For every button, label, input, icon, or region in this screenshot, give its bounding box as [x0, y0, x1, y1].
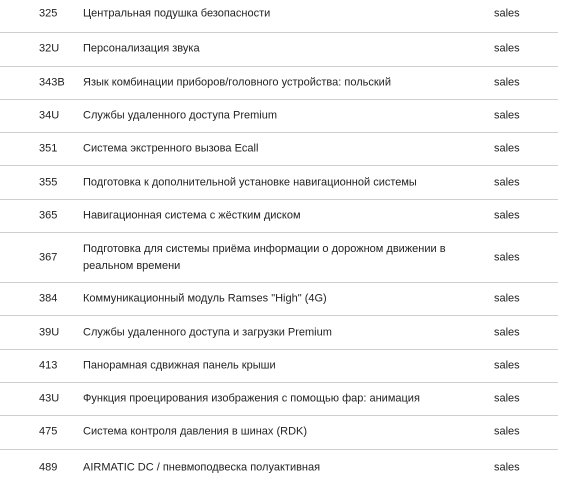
option-status: sales	[494, 42, 520, 55]
table-row	[0, 0, 558, 33]
option-description: Коммуникационный модуль Ramses "High" (4G)	[83, 292, 327, 305]
option-status: sales	[494, 76, 520, 89]
option-description: Язык комбинации приборов/головного устройства: польский	[83, 76, 391, 89]
option-status: sales	[494, 251, 520, 264]
table-row	[0, 316, 558, 349]
option-status: sales	[494, 109, 520, 122]
option-status: sales	[494, 425, 520, 438]
table-row	[0, 450, 558, 480]
option-description: Подготовка к дополнительной установке навигационной системы	[83, 176, 417, 189]
option-code: 32U	[39, 42, 60, 55]
option-status: sales	[494, 7, 520, 20]
table-row	[0, 283, 558, 316]
option-status: sales	[494, 209, 520, 222]
option-code: 365	[39, 209, 58, 222]
option-code: 355	[39, 176, 58, 189]
option-description: Персонализация звука	[83, 42, 200, 55]
table-row	[0, 383, 558, 416]
option-code: 39U	[39, 326, 60, 339]
table-row	[0, 33, 558, 66]
table-row	[0, 67, 558, 100]
option-description: Подготовка для системы приёма информации о дорожном движении в реальном времени	[83, 242, 446, 272]
option-description: Панорамная сдвижная панель крыши	[83, 359, 276, 372]
option-code: 43U	[39, 392, 60, 405]
option-code: 34U	[39, 109, 60, 122]
option-description: Система контроля давления в шинах (RDK)	[83, 425, 308, 438]
table-row	[0, 133, 558, 166]
option-code: 343B	[39, 76, 65, 89]
option-code: 351	[39, 142, 58, 155]
option-status: sales	[494, 359, 520, 372]
option-status: sales	[494, 142, 520, 155]
option-description: Службы удаленного доступа Premium	[83, 109, 277, 122]
option-status: sales	[494, 326, 520, 339]
option-code: 367	[39, 251, 58, 264]
option-description: Центральная подушка безопасности	[83, 7, 271, 20]
table-row	[0, 416, 558, 449]
table-row	[0, 166, 558, 199]
table-row	[0, 200, 558, 233]
option-description: AIRMATIC DC / пневмоподвеска полуактивная	[83, 461, 321, 474]
option-description: Навигационная система с жёстким диском	[83, 209, 301, 222]
table-row	[0, 100, 558, 133]
option-status: sales	[494, 176, 520, 189]
option-code: 325	[39, 7, 58, 20]
option-description: Функция проецирования изображения с помощью фар: анимация	[83, 392, 420, 405]
option-description: Система экстренного вызова Ecall	[83, 142, 259, 155]
option-code: 489	[39, 461, 58, 474]
table-row	[0, 350, 558, 383]
option-description: Службы удаленного доступа и загрузки Premium	[83, 326, 332, 339]
option-code: 475	[39, 425, 58, 438]
option-status: sales	[494, 292, 520, 305]
option-code: 384	[39, 292, 58, 305]
option-status: sales	[494, 392, 520, 405]
table-row	[0, 233, 558, 283]
option-code: 413	[39, 359, 58, 372]
option-status: sales	[494, 461, 520, 474]
